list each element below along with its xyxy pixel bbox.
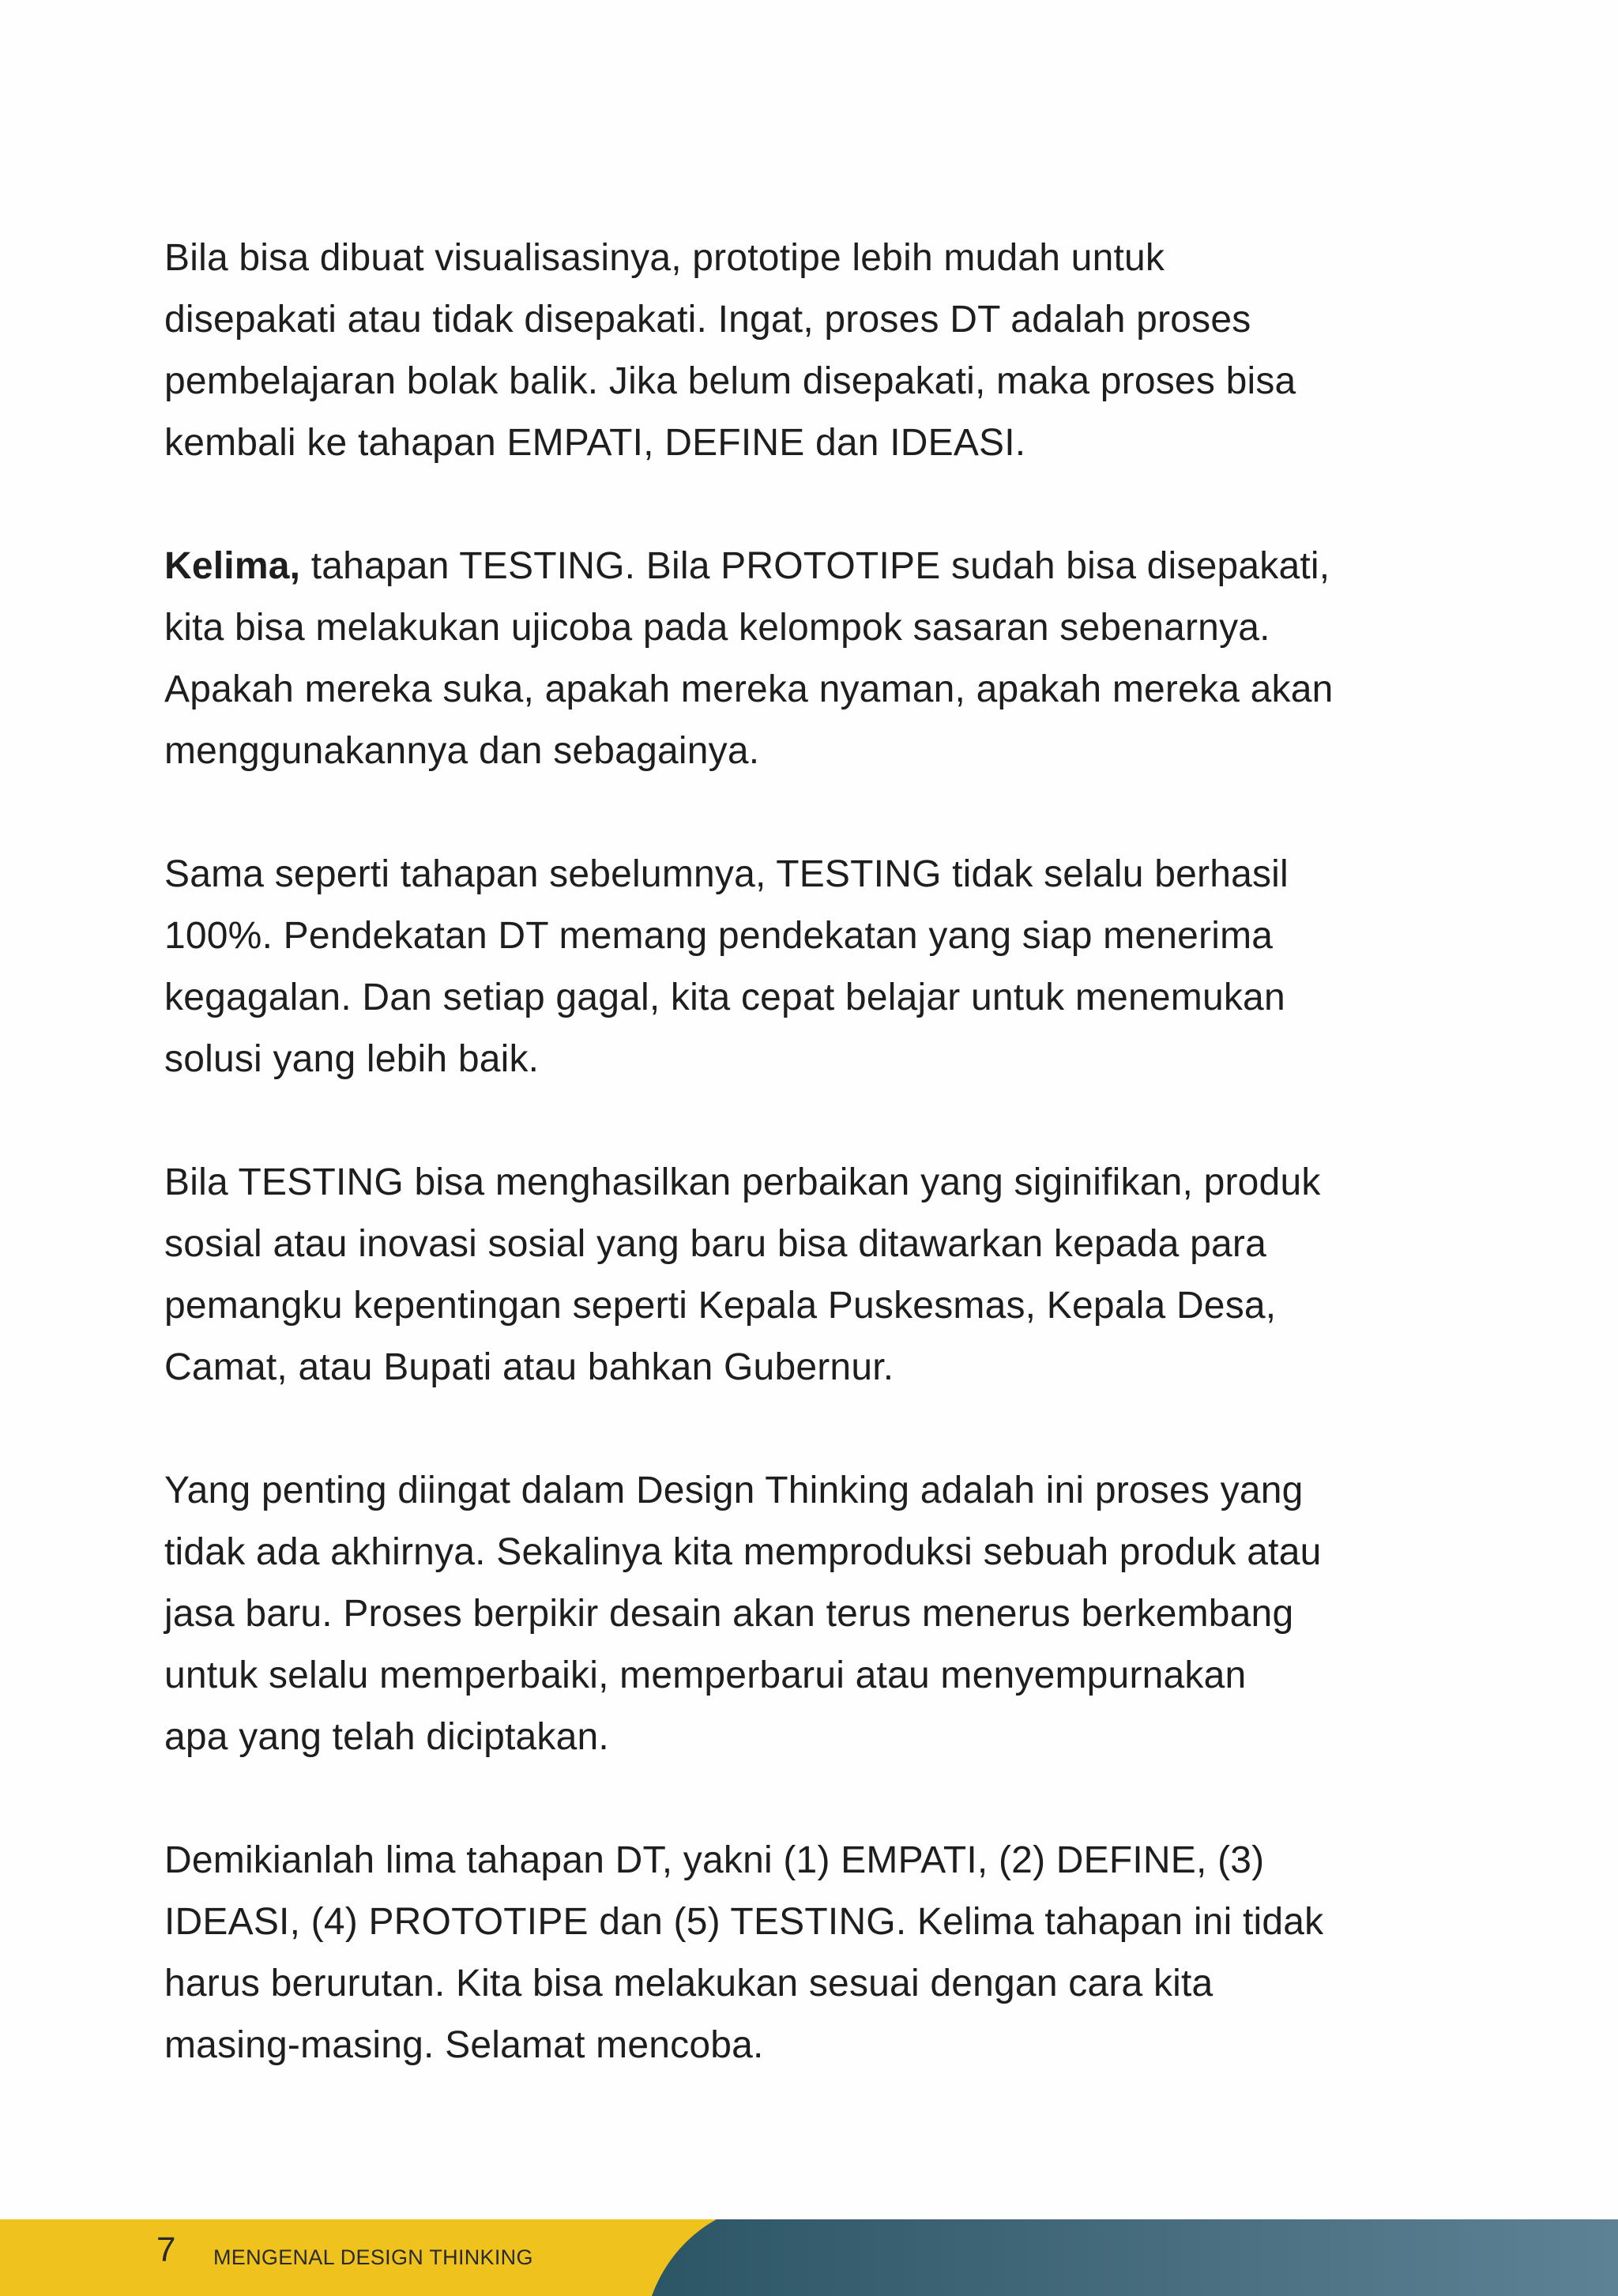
- text-line: IDEASI, (4) PROTOTIPE dan (5) TESTING. Kelima tahapan ini tidak: [164, 1901, 1324, 1943]
- text-line: sosial atau inovasi sosial yang baru bisa ditawarkan kepada para: [164, 1223, 1266, 1265]
- paragraph-3: [164, 844, 1492, 1090]
- text-line: 100%. Pendekatan DT memang pendekatan yang siap menerima: [164, 915, 1274, 957]
- text-line: jasa baru. Proses berpikir desain akan terus menerus berkembang: [164, 1593, 1294, 1635]
- text-line: Apakah mereka suka, apakah mereka nyaman, apakah mereka akan: [164, 668, 1334, 710]
- text-line: [164, 536, 1492, 597]
- text-line: Yang penting diingat dalam Design Thinking adalah ini proses yang: [164, 1470, 1304, 1511]
- text-line: Sama seperti tahapan sebelumnya, TESTING tidak selalu berhasil: [164, 853, 1289, 895]
- text-line: kembali ke tahapan EMPATI, DEFINE dan IDEASI.: [164, 422, 1026, 464]
- text-line: solusi yang lebih baik.: [164, 1038, 540, 1080]
- paragraph-6: [164, 1830, 1492, 2076]
- text-line: harus berurutan. Kita bisa melakukan sesuai dengan cara kita: [164, 1963, 1214, 2004]
- text-line-rest: tahapan TESTING. Bila PROTOTIPE sudah bisa disepakati,: [300, 545, 1330, 587]
- text-line: pembelajaran bolak balik. Jika belum disepakati, maka proses bisa: [164, 360, 1296, 402]
- text-line: tidak ada akhirnya. Sekalinya kita memproduksi sebuah produk atau: [164, 1531, 1322, 1573]
- text-line: apa yang telah diciptakan.: [164, 1716, 609, 1758]
- text-line: Camat, atau Bupati atau bahkan Gubernur.: [164, 1346, 894, 1388]
- text-line: kegagalan. Dan setiap gagal, kita cepat belajar untuk menemukan: [164, 977, 1285, 1018]
- text-line: Demikianlah lima tahapan DT, yakni (1) EMPATI, (2) DEFINE, (3): [164, 1839, 1265, 1881]
- paragraph-2: [164, 536, 1492, 782]
- text-line: Bila TESTING bisa menghasilkan perbaikan yang siginifikan, produk: [164, 1161, 1321, 1203]
- paragraph-4: [164, 1152, 1492, 1398]
- text-line: untuk selalu memperbaiki, memperbarui atau menyempurnakan: [164, 1654, 1247, 1696]
- text-line: menggunakannya dan sebagainya.: [164, 730, 760, 772]
- bold-lead: Kelima,: [164, 545, 301, 587]
- page-footer: [0, 2219, 1618, 2296]
- text-line: pemangku kepentingan seperti Kepala Puskesmas, Kepala Desa,: [164, 1285, 1277, 1327]
- paragraph-1: [164, 228, 1492, 474]
- page-number: 7: [156, 2230, 176, 2269]
- text-line: kita bisa melakukan ujicoba pada kelompok sasaran sebenarnya.: [164, 607, 1270, 649]
- text-line: masing-masing. Selamat mencoba.: [164, 2024, 764, 2066]
- footer-title: MENGENAL DESIGN THINKING: [213, 2245, 533, 2269]
- body-text: [164, 228, 1492, 2138]
- paragraph-5: [164, 1460, 1492, 1768]
- text-line: disepakati atau tidak disepakati. Ingat, proses DT adalah proses: [164, 299, 1251, 341]
- text-line: Bila bisa dibuat visualisasinya, prototipe lebih mudah untuk: [164, 237, 1165, 279]
